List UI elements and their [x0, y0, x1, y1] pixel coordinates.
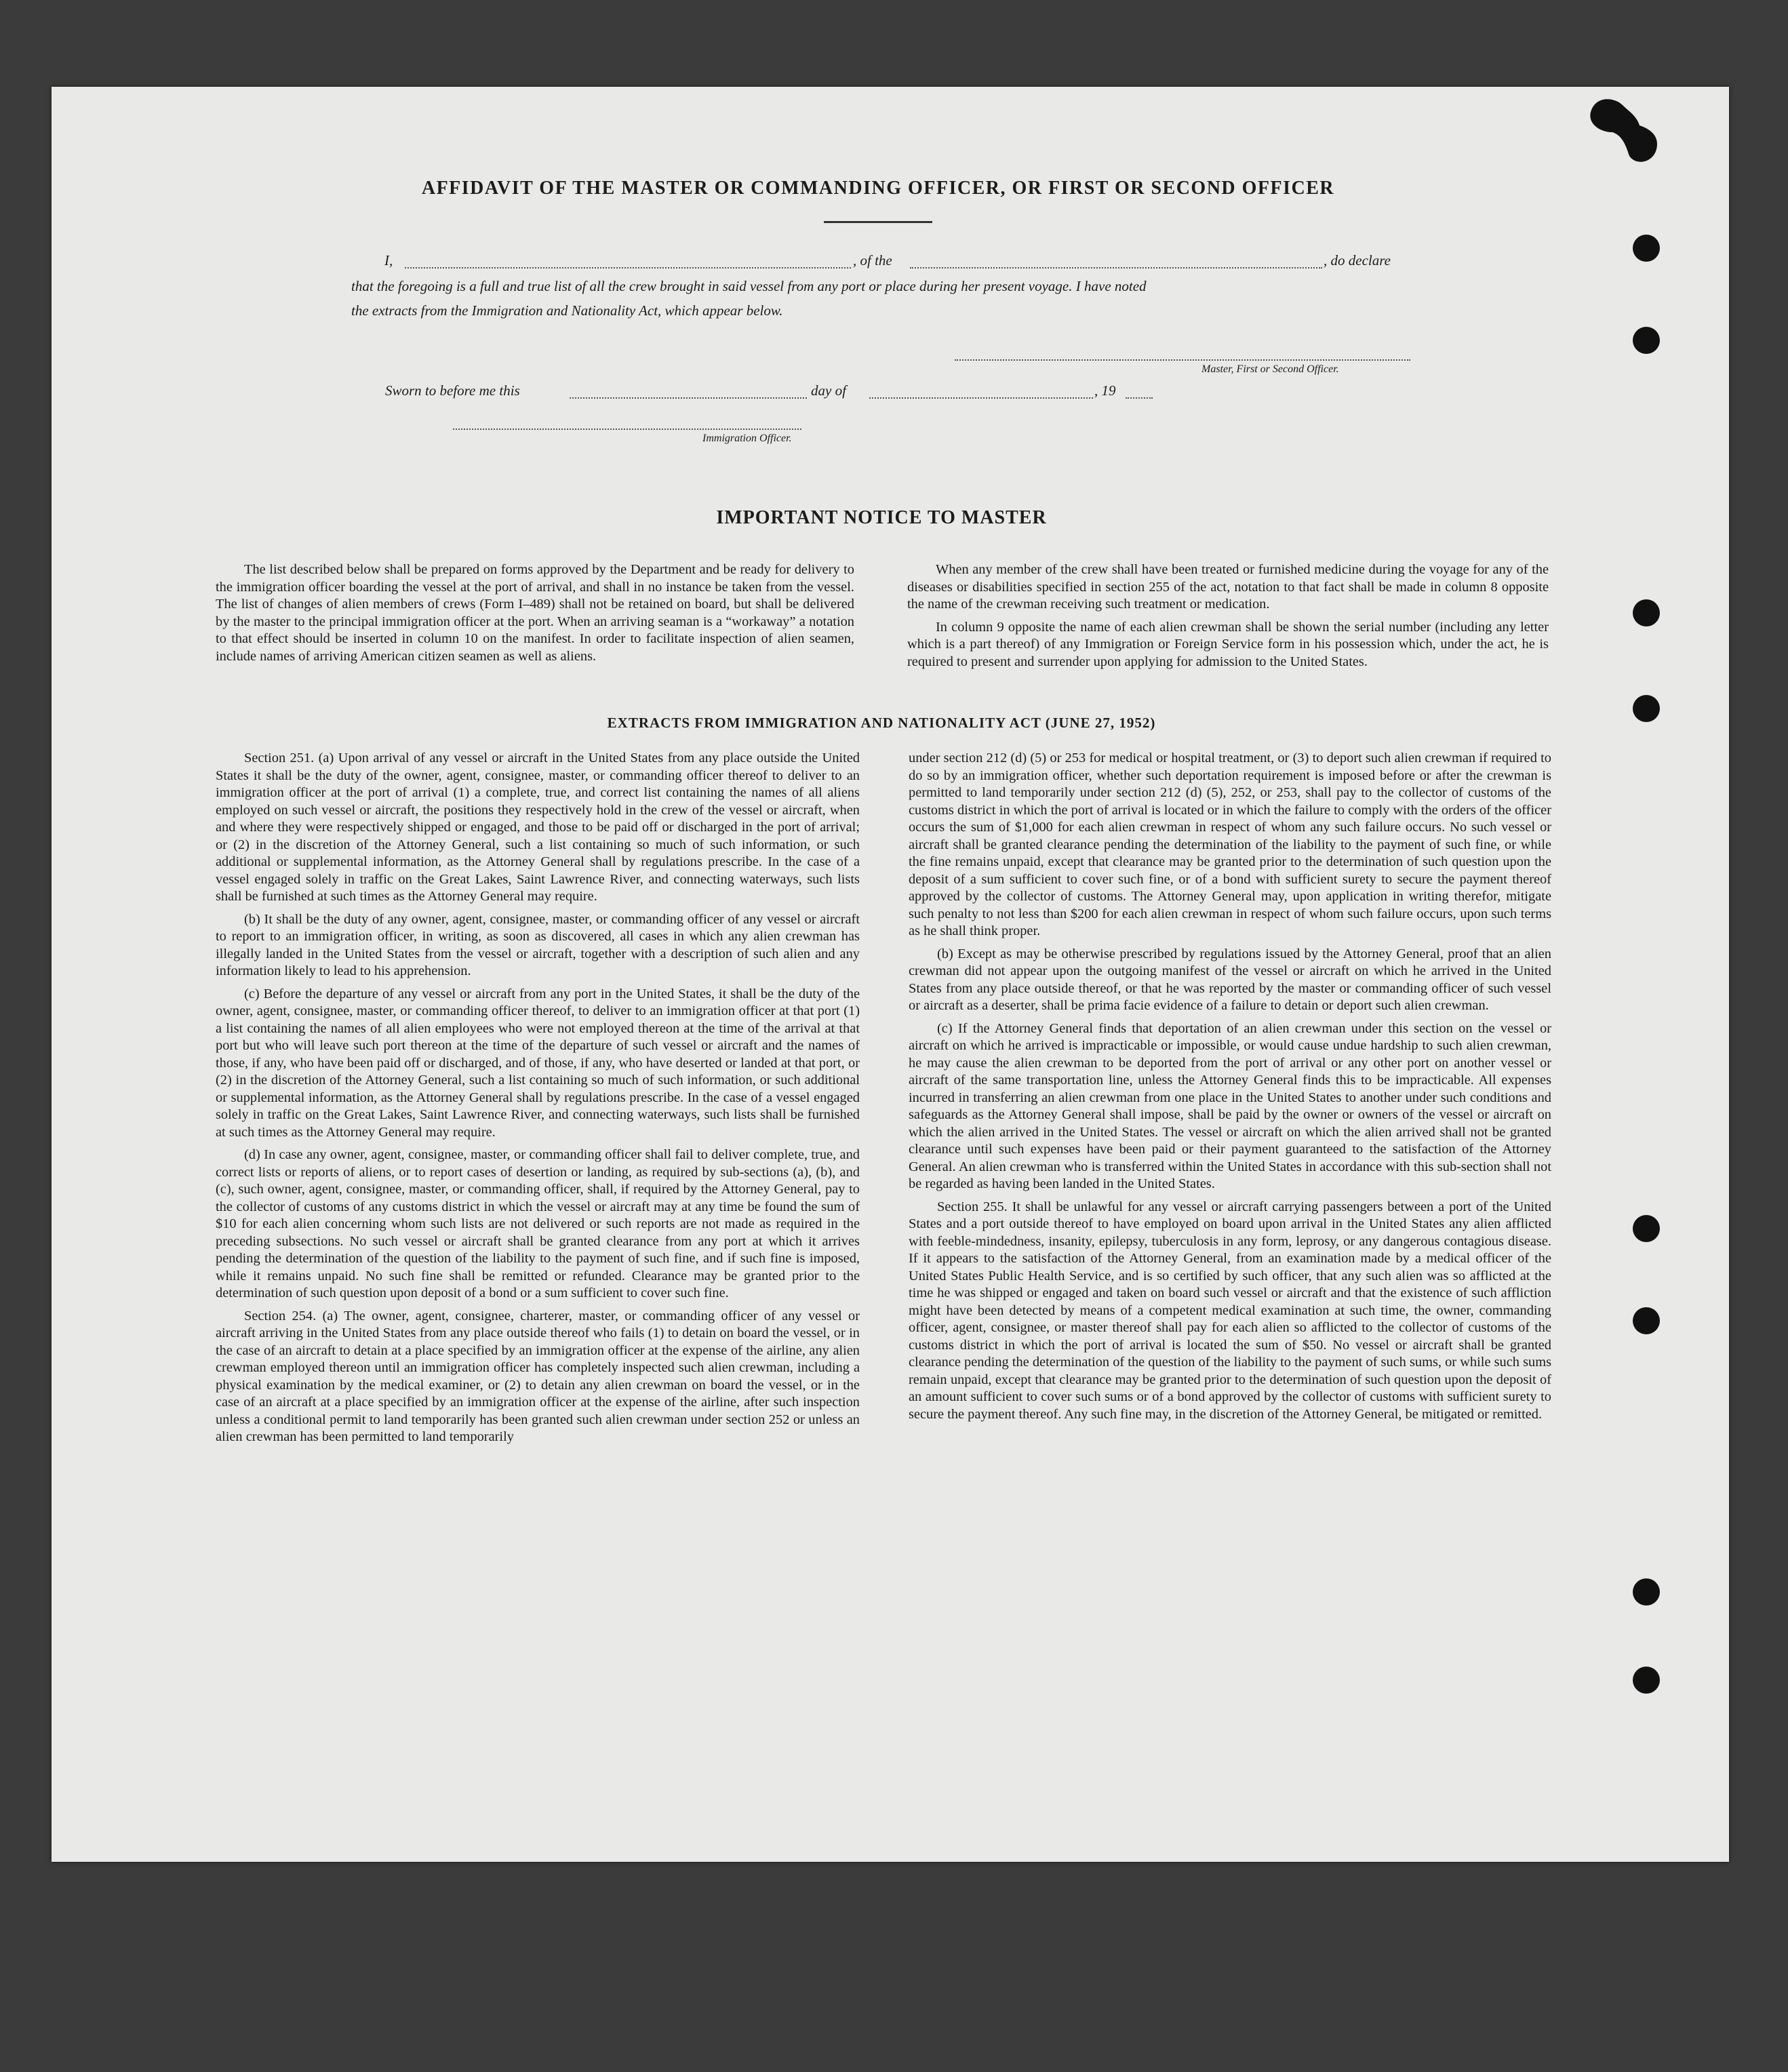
affidavit-title: AFFIDAVIT OF THE MASTER OR COMMANDING OFFICER, OR FIRST OR SECOND OFFICER [421, 178, 1335, 199]
vessel-field[interactable] [910, 267, 1322, 268]
i-label: I, [384, 252, 393, 268]
statute-paragraph: (c) If the Attorney General finds that deportation of an alien crewman under this section on the vessel or aircraft on which he arrived is impracticable or impossible, or would cause undue hardship to such alien crewman, he may cause the alien crewman to be deported from the port of arrival or any other port on another vessel or aircraft of the same transportation line, unless the Attorney General finds this to be impracticable. All expenses incurred in transferring an alien crewman from one place in the United States to another under such conditions and safeguards as the Attorney General shall impose, shall be paid by the owner or owners of the vessel or aircraft on which the alien arrived in the United States. The vessel or aircraft on which the alien arrived shall not be granted clearance until such expenses have been paid or their payment guaranteed to the satisfaction of the Attorney General. An alien crewman who is transferred within the United States in accordance with this sub-section shall not be regarded as having been landed in the United States. [909, 1020, 1551, 1191]
statute-paragraph: Section 254. (a) The owner, agent, consignee, charterer, master, or commanding officer of any vessel or aircraft arriving in the United States from any place outside thereof who fails (1) to detain on board the vessel, or in the case of an aircraft to detain at a place specified by an immigration officer at the expense of the airline, any alien crewman employed thereon until an immigration officer has completely inspected such alien crewman, including a physical examination by the medical examiner, or (2) to detain any alien crewman on board the vessel, or in the case of an aircraft at a place specified by an immigration officer at the expense of the airline, after such inspection unless a conditional permit to land temporarily has been granted such alien crewman under section 252 or unless an alien crewman has been permitted to land temporarily [216, 1308, 860, 1444]
year-field[interactable] [1126, 397, 1153, 399]
statute-paragraph: (b) Except as may be otherwise prescribed by regulations issued by the Attorney General, proof that an alien crewman did not appear upon the outgoing manifest of the vessel or aircraft on which he arrived in the United States from any place outside thereof, or that he was reported by the master or commanding officer of such vessel or aircraft as a deserter, shall be prima facie evidence of a failure to detain or deport such alien crewman. [909, 946, 1551, 1013]
statute-paragraph: (c) Before the departure of any vessel or aircraft from any port in the United States, it shall be the duty of the owner, agent, consignee, master, or commanding officer thereof, to deliver to an immigration officer at that port (1) a list containing the names of all alien employees who were not employed thereon at the time of the arrival at that port but who will leave such port thereon at the time of the departure of such vessel or aircraft and the names of those, if any, who have been paid off or discharged, and of those, if any, who have deserted or landed at that port, or (2) in the discretion of the Attorney General, such a list containing so much of such information, or such additional or supplemental information, as the Attorney General shall by regulations prescribe. In the case of a vessel engaged solely in traffic on the Great Lakes, Saint Lawrence River, and connecting waterways, such lists shall be furnished at such times as the Attorney General may require. [216, 986, 860, 1140]
master-signature-field[interactable] [955, 359, 1410, 361]
statute-paragraph: under section 212 (d) (5) or 253 for medical or hospital treatment, or (3) to deport such alien crewman if required to do so by an immigration officer, whether such deportation requirement is imposed before or after the crewman is permitted to land temporarily under section 212 (d) (5), 252, or 253, shall pay to the collector of customs of the customs district in which the port of arrival is located or in which the failure to comply with the orders of the officer occurs the sum of $1,000 for each alien crewman in respect of whom any such failure occurs. No such vessel or aircraft shall be granted clearance pending the determination of the liability to the payment of such fine, or while the fine remains unpaid, except that clearance may be granted prior to the determination of such question upon the deposit of a sum sufficient to cover such fine, or of a bond with sufficient surety to secure the payment thereof approved by the collector of customs. The Attorney General may, upon application in writing therefor, mitigate such penalty to not less than $200 for each alien crewman in respect of whom such failure occurs, upon such terms as he shall think proper. [909, 751, 1551, 938]
declaration-text-line-2: the extracts from the Immigration and Nationality Act, which appear below. [351, 302, 783, 319]
punch-hole [1633, 235, 1660, 262]
master-signature-caption: Master, First or Second Officer. [1201, 363, 1339, 375]
declaration-text-line-1: that the foregoing is a full and true list of all the crew brought in said vessel from any port or place during her present voyage. I have noted [351, 278, 1147, 294]
extracts-right-column [909, 750, 1551, 1429]
ink-blot [1585, 95, 1667, 170]
title-divider [824, 221, 932, 223]
punch-hole [1633, 1307, 1660, 1334]
officer-signature-field[interactable] [453, 429, 801, 430]
punch-hole [1633, 1667, 1660, 1694]
statute-paragraph: Section 255. It shall be unlawful for any vessel or aircraft carrying passengers between a port of the United States and a port outside thereof to have employed on board upon arrival in the United States any alien afflicted with feeble-mindedness, insanity, epilepsy, tuberculosis in any form, leprosy, or any dangerous contagious disease. If it appears to the satisfaction of the Attorney General, from an examination made by a medical officer of the United States Public Health Service, and is so certified by such officer, that any such alien was so afflicted at the time he was shipped or engaged and taken on board such vessel or aircraft and that the existence of such affliction might have been detected by means of a competent medical examination at such time, the owner, commanding officer, agent, consignee, or master thereof shall pay for each alien so afflicted to the collector of customs of the customs district in which the port of arrival is located the sum of $50. No vessel or aircraft shall be granted clearance pending the determination of the question of the liability to the payment of such sums, or while such sums remain unpaid, except that clearance may be granted prior to the determination of such question upon the deposit of an amount sufficient to cover such sums or of a bond approved by the collector of customs with sufficient surety to secure the payment thereof. Any such fine may, in the discretion of the Attorney General, be mitigated or remitted. [909, 1199, 1551, 1422]
name-field[interactable] [405, 267, 851, 268]
notice-right-column [907, 561, 1549, 676]
statute-paragraph: Section 251. (a) Upon arrival of any vessel or aircraft in the United States from any place outside the United States it shall be the duty of the owner, agent, consignee, master, or commanding officer thereof to deliver to an immigration officer at the port of arrival (1) a complete, true, and correct list containing the names of all aliens employed on such vessel or aircraft, the positions they respectively hold in the crew of the vessel or aircraft, when and where they were respectively shipped or engaged, and those to be paid off or discharged in the port of arrival; or (2) in the discretion of the Attorney General, such a list containing so much of such information, or such additional or supplemental information, as the Attorney General shall by regulations prescribe. In the case of a vessel engaged solely in traffic on the Great Lakes, Saint Lawrence River, and connecting waterways, such lists shall be furnished at such times as the Attorney General may require. [216, 751, 860, 904]
punch-hole [1633, 599, 1660, 626]
notice-paragraph: In column 9 opposite the name of each alien crewman shall be shown the serial number (including any letter which is a part thereof) of any Immigration or Foreign Service form in his possession which, under the act, he is required to present and surrender upon applying for admission to the United States. [907, 619, 1549, 669]
punch-hole [1633, 1215, 1660, 1242]
sworn-month-field[interactable] [869, 397, 1093, 399]
punch-hole [1633, 327, 1660, 354]
statute-paragraph: (b) It shall be the duty of any owner, agent, consignee, master, or commanding officer of any vessel or aircraft to report to an immigration officer, in writing, as soon as discovered, all cases in which any alien crewman has illegally landed in the United States from the vessel or aircraft, together with a description of such alien and any information likely to lead to his apprehension. [216, 911, 860, 978]
statute-paragraph: (d) In case any owner, agent, consignee, master, or commanding officer shall fail to deliver complete, true, and correct lists or reports of aliens, or to report cases of desertion or landing, as required by sub-sections (a), (b), and (c), such owner, agent, consignee, master, or commanding officer, shall, if required by the Attorney General, pay to the collector of customs of any customs district in which the vessel or aircraft may at any time be found the sum of $10 for each alien concerning whom such lists are not delivered or such reports are not made as required in the preceding subsections. No such vessel or aircraft shall be granted clearance from any port at which it arrives pending the determination of the question of the liability to the payment of such fine, and if such fine is imposed, while it remains unpaid. No such fine shall be remitted or refunded. Clearance may be granted prior to the determination of such question upon deposit of a bond or a sum sufficient to cover such fine. [216, 1147, 860, 1300]
punch-hole [1633, 1578, 1660, 1606]
notice-title: IMPORTANT NOTICE TO MASTER [716, 507, 1047, 528]
notice-paragraph: The list described below shall be prepared on forms approved by the Department and be ready for delivery to the immigration officer boarding the vessel at the port of arrival, and shall in no instance be taken from the vessel. The list of changes of alien members of crews (Form I–489) shall not be retained on board, but shall be delivered by the master to the principal immigration officer at the port. When an arriving seaman is a “workaway” a notation to that effect should be inserted in column 10 on the manifest. In order to facilitate inspection of alien seamen, include names of arriving American citizen seamen as well as aliens. [216, 562, 854, 664]
year-label: , 19 [1094, 382, 1116, 399]
notice-paragraph: When any member of the crew shall have been treated or furnished medicine during the voyage for any of the diseases or disabilities specified in section 255 of the act, notation to that fact shall be made in column 8 opposite the name of the crewman receiving such treatment or medication. [907, 562, 1549, 612]
sworn-day-field[interactable] [570, 397, 807, 399]
sworn-label: Sworn to before me this [385, 382, 520, 399]
officer-signature-caption: Immigration Officer. [702, 433, 792, 444]
do-declare-label: , do declare [1324, 252, 1391, 268]
notice-left-column [216, 561, 854, 671]
of-the-label: , of the [853, 252, 892, 268]
punch-hole [1633, 695, 1660, 722]
day-of-label: day of [811, 382, 846, 399]
extracts-title: EXTRACTS FROM IMMIGRATION AND NATIONALITY ACT (JUNE 27, 1952) [607, 715, 1156, 731]
extracts-left-column [216, 750, 860, 1452]
faint-stamp-mark [115, 488, 121, 511]
